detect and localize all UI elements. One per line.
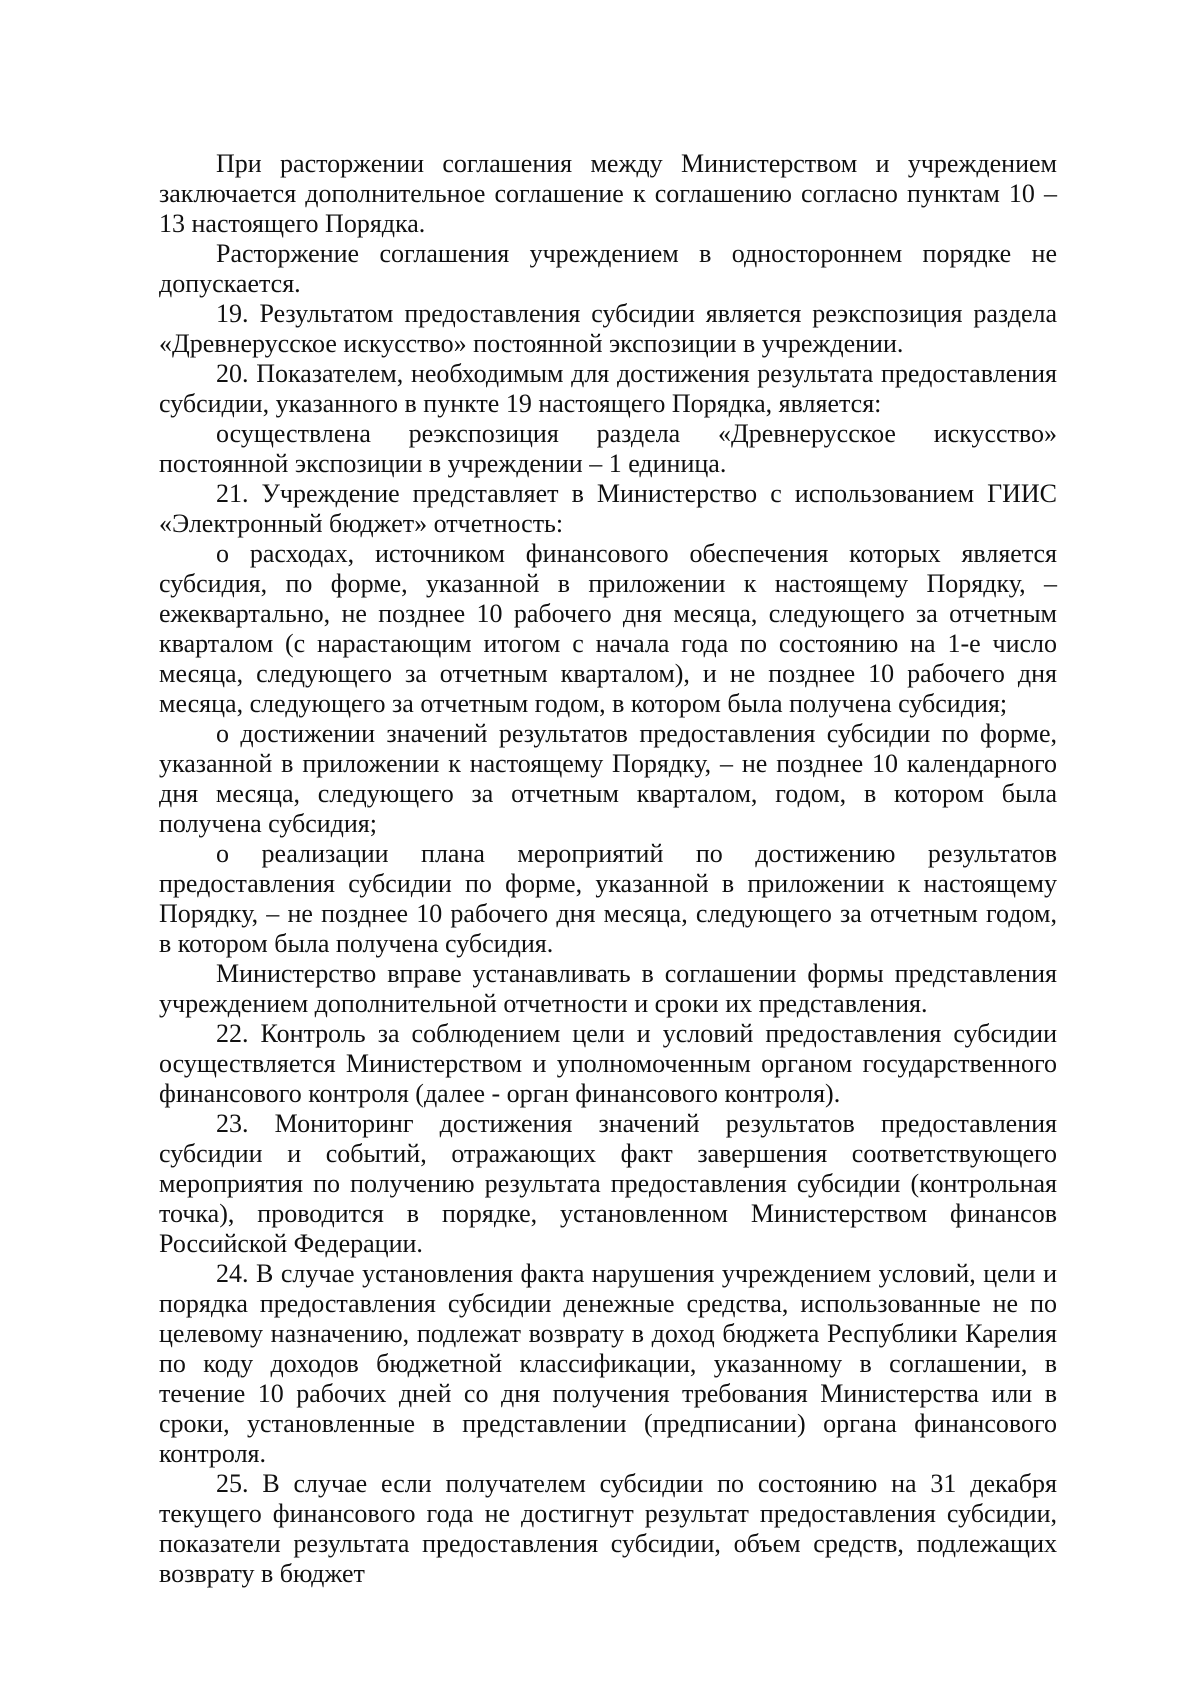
paragraph-additional-reporting: Министерство вправе устанавливать в соглашении формы представления учреждением дополнительной отчетности и сроки их представления. — [159, 959, 1057, 1018]
paragraph-25-not-achieved: 25. В случае если получателем субсидии по состоянию на 31 декабря текущего финансового года не достигнут результат предоставления субсидии, показатели результата предоставления субсидии, объем средств, подлежащих возврату в бюджет — [159, 1469, 1057, 1588]
paragraph-21-plan-report: о реализации плана мероприятий по достижению результатов предоставления субсидии по форме, указанной в приложении к настоящему Порядку, – не позднее 10 рабочего дня месяца, следующего за отчетным годом, в котором была получена субсидия. — [159, 839, 1057, 958]
paragraph-21-expenses-report: о расходах, источником финансового обеспечения которых является субсидия, по форме, указанной в приложении к настоящему Порядку, – ежеквартально, не позднее 10 рабочего дня месяца, следующего за отчетным кварталом (с нарастающим итогом с начала года по состоянию на 1-е число месяца, следующего за отчетным кварталом), и не позднее 10 рабочего дня месяца, следующего за отчетным годом, в котором была получена субсидия; — [159, 539, 1057, 718]
paragraph-24-violation: 24. В случае установления факта нарушения учреждением условий, цели и порядка предоставления субсидии денежные средства, использованные не по целевому назначению, подлежат возврату в доход бюджета Республики Карелия по коду доходов бюджетной классификации, указанному в соглашении, в течение 10 рабочих дней со дня получения требования Министерства или в сроки, установленные в представлении (предписании) органа финансового контроля. — [159, 1259, 1057, 1468]
paragraph-21-results-report: о достижении значений результатов предоставления субсидии по форме, указанной в приложении к настоящему Порядку, – не позднее 10 календарного дня месяца, следующего за отчетным кварталом, годом, в котором была получена субсидия; — [159, 719, 1057, 838]
paragraph-termination-agreement: При расторжении соглашения между Министерством и учреждением заключается дополнительное соглашение к соглашению согласно пунктам 10 – 13 настоящего Порядка. — [159, 149, 1057, 238]
paragraph-19-result: 19. Результатом предоставления субсидии является реэкспозиция раздела «Древнерусское искусство» постоянной экспозиции в учреждении. — [159, 299, 1057, 358]
paragraph-21-reporting: 21. Учреждение представляет в Министерство с использованием ГИИС «Электронный бюджет» отчетность: — [159, 479, 1057, 538]
paragraph-20-indicator: 20. Показателем, необходимым для достижения результата предоставления субсидии, указанного в пункте 19 настоящего Порядка, является: — [159, 359, 1057, 418]
paragraph-20-indicator-value: осуществлена реэкспозиция раздела «Древнерусское искусство» постоянной экспозиции в учреждении – 1 единица. — [159, 419, 1057, 478]
paragraph-23-monitoring: 23. Мониторинг достижения значений результатов предоставления субсидии и событий, отражающих факт завершения соответствующего мероприятия по получению результата предоставления субсидии (контрольная точка), проводится в порядке, установленном Министерством финансов Российской Федерации. — [159, 1109, 1057, 1258]
paragraph-unilateral-termination: Расторжение соглашения учреждением в одностороннем порядке не допускается. — [159, 239, 1057, 298]
paragraph-22-control: 22. Контроль за соблюдением цели и условий предоставления субсидии осуществляется Министерством и уполномоченным органом государственного финансового контроля (далее - орган финансового контроля). — [159, 1019, 1057, 1108]
document-page — [159, 149, 1057, 1589]
